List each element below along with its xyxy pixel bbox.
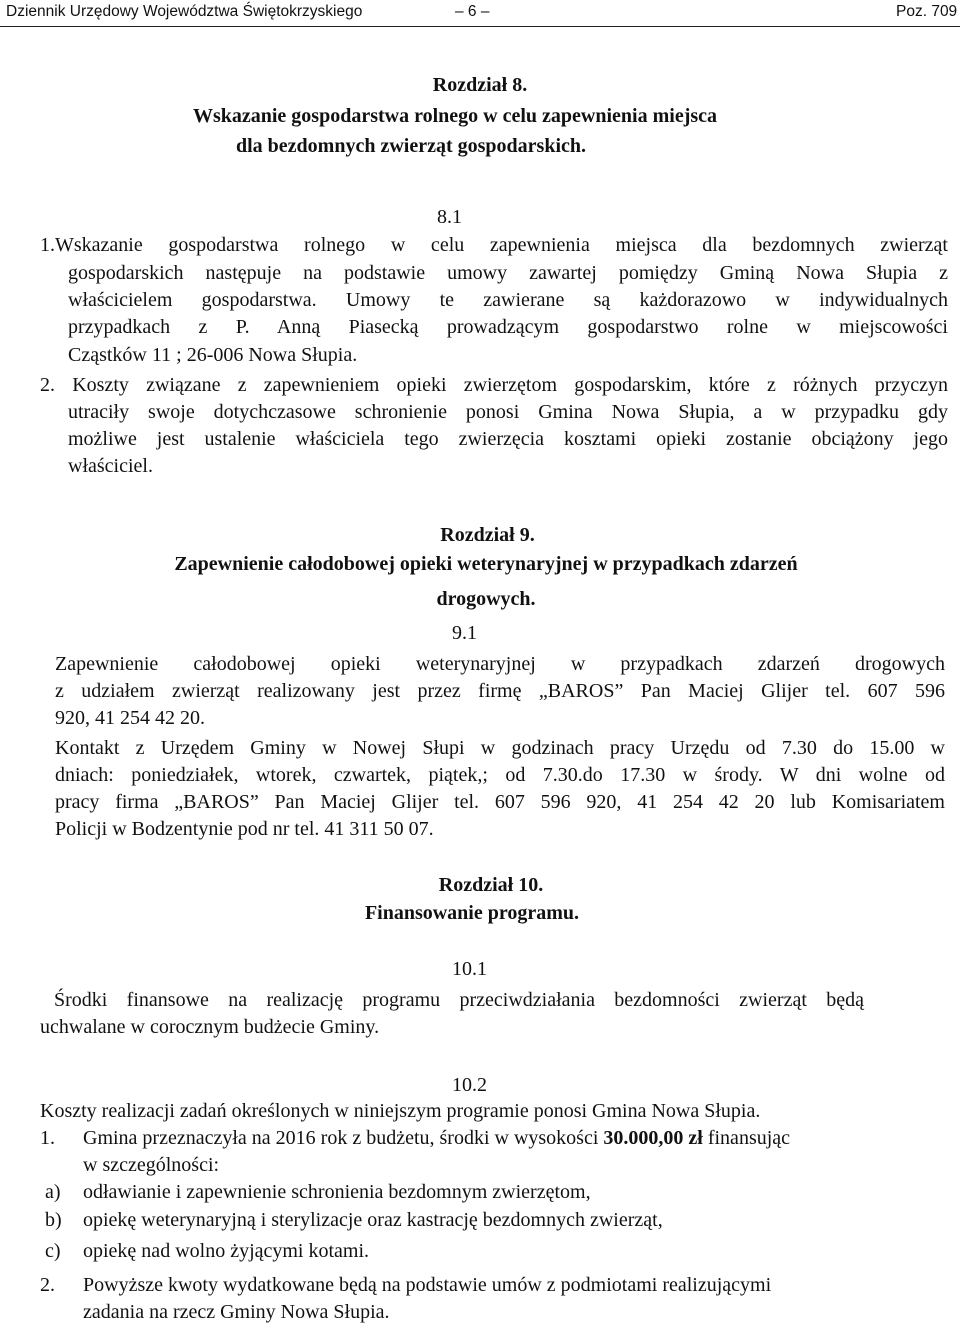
ch9-p2-line: Kontakt z Urzędem Gminy w Nowej Słupi w godzinach pracy Urzędu od 7.30 do 15.00 w — [55, 737, 945, 759]
sub-item-label: b) — [45, 1209, 62, 1231]
ch9-p2-line: dniach: poniedziałek, wtorek, czwartek, piątek,; od 7.30.do 17.30 w środy. W dni wolne od — [55, 764, 945, 786]
chapter-9-subtitle-line1: Zapewnienie całodobowej opieki weterynaryjnej w przypadkach zdarzeń — [174, 553, 798, 575]
section-10-1: 10.1 — [452, 958, 487, 980]
chapter-9-subtitle-line2: drogowych. — [436, 588, 536, 610]
list-item-1-pre: Gmina przeznaczyła na 2016 rok z budżetu, środki w wysokości — [83, 1127, 604, 1149]
ch8-p2-line: możliwe jest ustalenie właściciela tego zwierzęcia kosztami opieki zostanie obciążony jego — [68, 428, 948, 450]
funding-amount: 30.000,00 zł — [603, 1127, 703, 1149]
section-8-1: 8.1 — [437, 206, 462, 228]
chapter-8-title: Rozdział 8. — [432, 74, 528, 96]
ch8-p1-line: przypadkach z P. Anną Piasecką prowadzącym gospodarstwo rolne w miejscowości — [68, 316, 948, 338]
ch8-p1-line: właścicielem gospodarstwa. Umowy te zawierane są każdorazowo w indywidualnych — [68, 289, 948, 311]
ch8-p2-line: właściciel. — [68, 455, 153, 477]
sub-item-text: opiekę weterynaryjną i sterylizacje oraz kastrację bezdomnych zwierząt, — [83, 1209, 663, 1231]
list-item-1-number: 1. — [40, 1127, 55, 1149]
ch10-s1-line: Środki finansowe na realizację programu przeciwdziałania bezdomności zwierząt będą — [54, 989, 864, 1011]
sub-item-text: opiekę nad wolno żyjącymi kotami. — [83, 1240, 370, 1262]
ch10-s2-intro: Koszty realizacji zadań określonych w niniejszym programie ponosi Gmina Nowa Słupia. — [40, 1100, 761, 1122]
chapter-9-title: Rozdział 9. — [440, 524, 535, 546]
sub-item-text: odławianie i zapewnienie schronienia bezdomnym zwierzętom, — [83, 1181, 591, 1203]
ch8-p1-line: 1.Wskazanie gospodarstwa rolnego w celu zapewnienia miejsca dla bezdomnych zwierząt — [40, 234, 948, 256]
ch8-p1-line: Cząstków 11 ; 26-006 Nowa Słupia. — [68, 344, 358, 366]
chapter-8-subtitle-line2: dla bezdomnych zwierząt gospodarskich. — [236, 135, 586, 157]
position-number: Poz. 709 — [896, 3, 958, 20]
sub-item-label: c) — [45, 1240, 61, 1262]
ch9-p2-line: Policji w Bodzentynie pod nr tel. 41 311 50 07. — [55, 818, 434, 840]
ch9-p2-line: pracy firma „BAROS” Pan Maciej Glijer tel. 607 596 920, 41 254 42 20 lub Komisariatem — [55, 791, 945, 813]
section-9-1: 9.1 — [452, 622, 477, 644]
ch8-p2-line: utraciły swoje dotychczasowe schronienie ponosi Gmina Nowa Słupia, a w przypadku gdy — [68, 401, 948, 423]
list-item-2-line1: Powyższe kwoty wydatkowane będą na podstawie umów z podmiotami realizującymi — [83, 1274, 772, 1296]
chapter-10-title: Rozdział 10. — [438, 874, 544, 896]
list-item-2-line2: zadania na rzecz Gminy Nowa Słupia. — [83, 1301, 390, 1323]
chapter-10-subtitle: Finansowanie programu. — [364, 902, 580, 924]
page-number: – 6 – — [455, 3, 490, 20]
list-item-2-number: 2. — [40, 1274, 55, 1296]
ch9-p1-line: Zapewnienie całodobowej opieki weterynaryjnej w przypadkach zdarzeń drogowych — [55, 653, 945, 675]
ch9-p1-line: z udziałem zwierząt realizowany jest przez firmę „BAROS” Pan Maciej Glijer tel. 607 596 — [55, 680, 945, 702]
page-header — [0, 0, 960, 27]
journal-title: Dziennik Urzędowy Województwa Świętokrzyskiego — [6, 3, 363, 20]
list-item-1-text — [83, 1125, 790, 1152]
ch9-p1-line: 920, 41 254 42 20. — [55, 707, 205, 729]
sub-item-label: a) — [45, 1181, 61, 1203]
section-10-2: 10.2 — [452, 1074, 487, 1096]
list-item-1-line2: w szczególności: — [83, 1154, 220, 1176]
chapter-8-subtitle-line1: Wskazanie gospodarstwa rolnego w celu zapewnienia miejsca — [192, 105, 718, 127]
ch10-s1-line: uchwalane w corocznym budżecie Gminy. — [40, 1016, 380, 1038]
ch8-p1-line: gospodarskich następuje na podstawie umowy zawartej pomiędzy Gminą Nowa Słupia z — [68, 262, 948, 284]
ch8-p2-line: 2. Koszty związane z zapewnieniem opieki zwierzętom gospodarskim, które z różnych przyczyn — [40, 374, 948, 396]
list-item-1-post: finansując — [702, 1127, 791, 1149]
